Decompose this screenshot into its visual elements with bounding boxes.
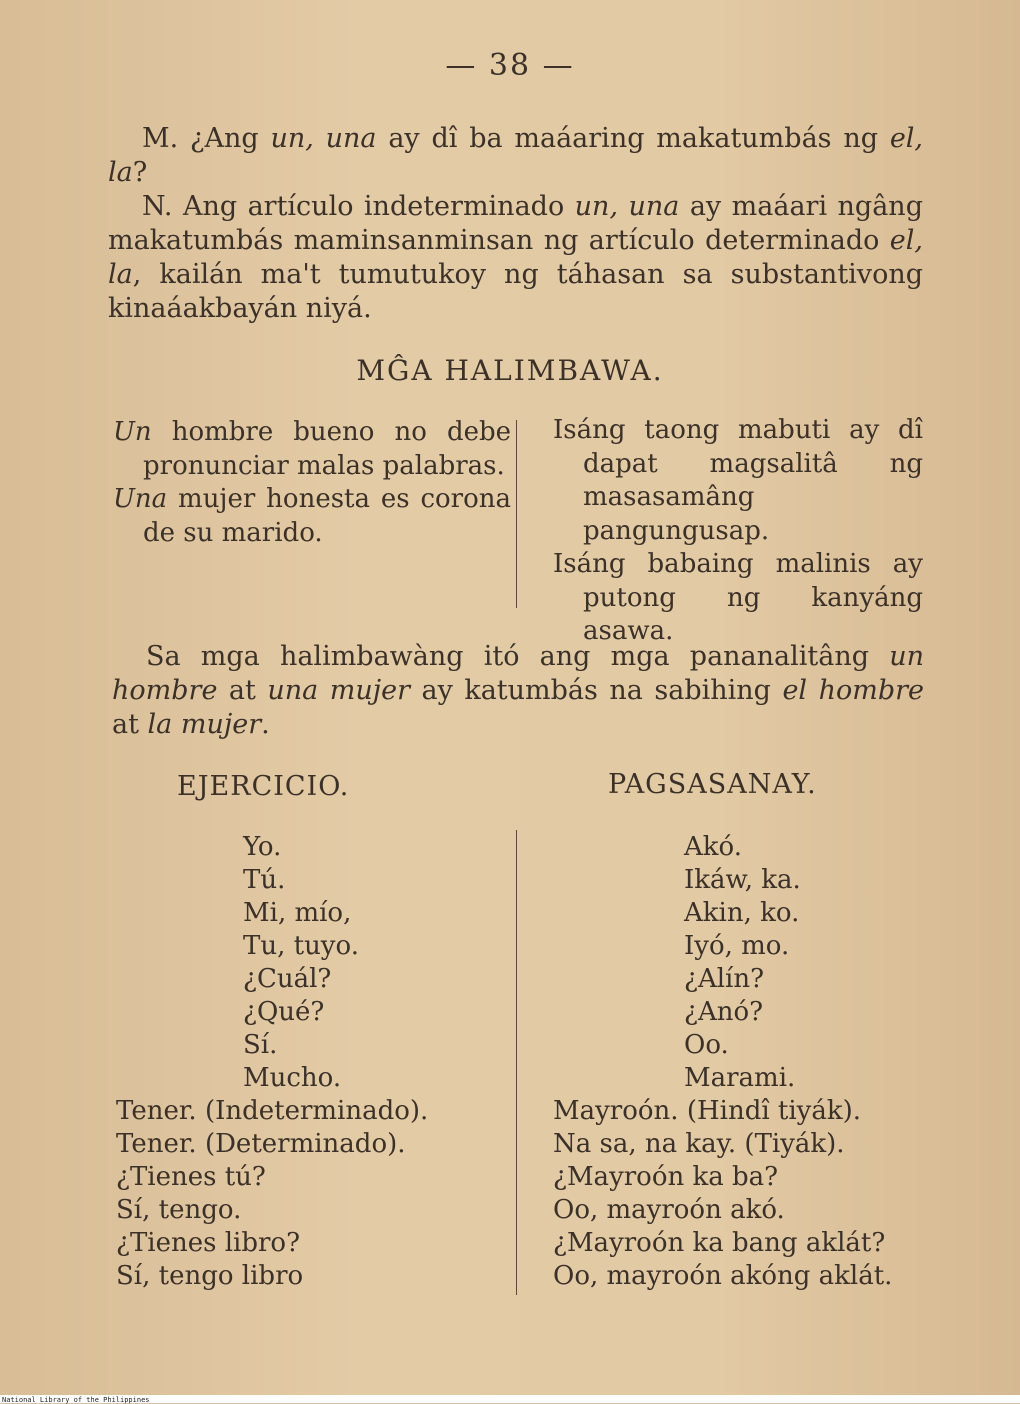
- list-item: Sí, tengo libro: [116, 1261, 304, 1291]
- list-item: Mayroón. (Hindî tiyák).: [553, 1096, 862, 1126]
- commentary-term: un hombre: [112, 641, 924, 706]
- example-tagalog-2: Isáng babaing malinis ay putong ng kanyáng asawa.: [553, 549, 923, 646]
- example-sentence: hombre bueno no debe pronunciar malas palabras.: [143, 417, 511, 481]
- list-item: Mi, mío,: [243, 898, 352, 928]
- question-term-un-una: un, una: [270, 123, 377, 154]
- exercise-tagalog-sentences: [553, 1095, 892, 1293]
- example-lead-word: Un: [113, 417, 152, 447]
- list-item: ¿Mayroón ka bang aklát?: [553, 1228, 886, 1258]
- example-spanish-2: [113, 483, 511, 550]
- exercise-spanish-words: [243, 831, 359, 1095]
- commentary-part: at: [217, 675, 268, 706]
- commentary-part: Sa mga halimbawàng itó ang mga pananalitâng: [146, 641, 890, 672]
- list-item: Na sa, na kay. (Tiyák).: [553, 1129, 845, 1159]
- list-item: Mucho.: [243, 1063, 342, 1093]
- list-item: Oo.: [684, 1030, 729, 1060]
- exercise-column-divider: [516, 830, 517, 1295]
- answer-text: N. Ang artículo indeterminado: [142, 191, 575, 222]
- footer-credit: National Library of the Philippines: [2, 1396, 150, 1404]
- exercise-title-tagalog: PAGSASANAY.: [608, 769, 817, 800]
- list-item: Tener. (Determinado).: [116, 1129, 406, 1159]
- examples-spanish-column: [113, 416, 511, 550]
- list-item: ¿Tienes libro?: [116, 1228, 301, 1258]
- list-item: Tú.: [243, 865, 286, 895]
- list-item: Sí, tengo.: [116, 1195, 242, 1225]
- list-item: Ikáw, ka.: [684, 865, 801, 895]
- answer-term-un-una: un, una: [574, 191, 680, 222]
- example-sentence: mujer honesta es corona de su marido.: [143, 484, 511, 548]
- answer-paragraph: [108, 190, 923, 326]
- examples-column-divider: [516, 420, 517, 608]
- exercise-title-spanish: EJERCICIO.: [177, 771, 350, 802]
- list-item: Oo, mayroón akóng aklát.: [553, 1261, 893, 1291]
- list-item: Tu, tuyo.: [243, 931, 359, 961]
- question-text: M. ¿Ang: [142, 123, 271, 154]
- list-item: ¿Anó?: [684, 997, 764, 1027]
- examples-tagalog-column: [553, 414, 923, 649]
- commentary-text: [112, 640, 924, 742]
- commentary-part: at: [112, 709, 148, 740]
- list-item: Yo.: [243, 832, 282, 862]
- list-item: ¿Alín?: [684, 964, 765, 994]
- example-tagalog-1: Isáng taong mabuti ay dî dapat magsalitâ ng masasamâng pangungusap.: [553, 415, 923, 546]
- commentary-term: el hombre: [782, 675, 924, 706]
- list-item: Marami.: [684, 1063, 796, 1093]
- commentary-part: .: [261, 709, 270, 740]
- answer-term-el-la: el, la: [108, 225, 923, 290]
- list-item: Akó.: [684, 832, 742, 862]
- question-suffix: ?: [132, 157, 148, 188]
- exercise-spanish-sentences: [116, 1095, 428, 1293]
- commentary-term: la mujer: [147, 709, 262, 740]
- list-item: Iyó, mo.: [684, 931, 790, 961]
- list-item: Tener. (Indeterminado).: [116, 1096, 429, 1126]
- list-item: ¿Qué?: [243, 997, 325, 1027]
- list-item: Sí.: [243, 1030, 278, 1060]
- examples-heading: MĜA HALIMBAWA.: [356, 354, 664, 387]
- list-item: ¿Cuál?: [243, 964, 332, 994]
- commentary-paragraph: [112, 640, 924, 742]
- answer-text-mid: ay maáari ngâng makatumbás maminsanminsan ng artículo determinado: [108, 191, 923, 256]
- question-text-mid: ay dî ba maáaring makatumbás ng: [376, 123, 890, 154]
- question-term-el-la: el, la: [108, 123, 924, 188]
- list-item: ¿Mayroón ka ba?: [553, 1162, 779, 1192]
- list-item: ¿Tienes tú?: [116, 1162, 266, 1192]
- list-item: Oo, mayroón akó.: [553, 1195, 785, 1225]
- footer-strip: [0, 1395, 1020, 1403]
- list-item: Akin, ko.: [684, 898, 800, 928]
- exercise-tagalog-words: [684, 831, 801, 1095]
- question-answer-block: [108, 122, 923, 326]
- question-paragraph: [108, 122, 923, 190]
- answer-suffix: , kailán ma't tumutukoy ng táhasan sa substantivong kinaáakbayán niyá.: [108, 259, 923, 324]
- commentary-term: una mujer: [267, 675, 410, 706]
- example-spanish-1: [113, 416, 511, 483]
- example-lead-word: Una: [113, 484, 168, 514]
- commentary-part: ay katumbás na sabihing: [410, 675, 783, 706]
- page-number: — 38 —: [445, 48, 575, 83]
